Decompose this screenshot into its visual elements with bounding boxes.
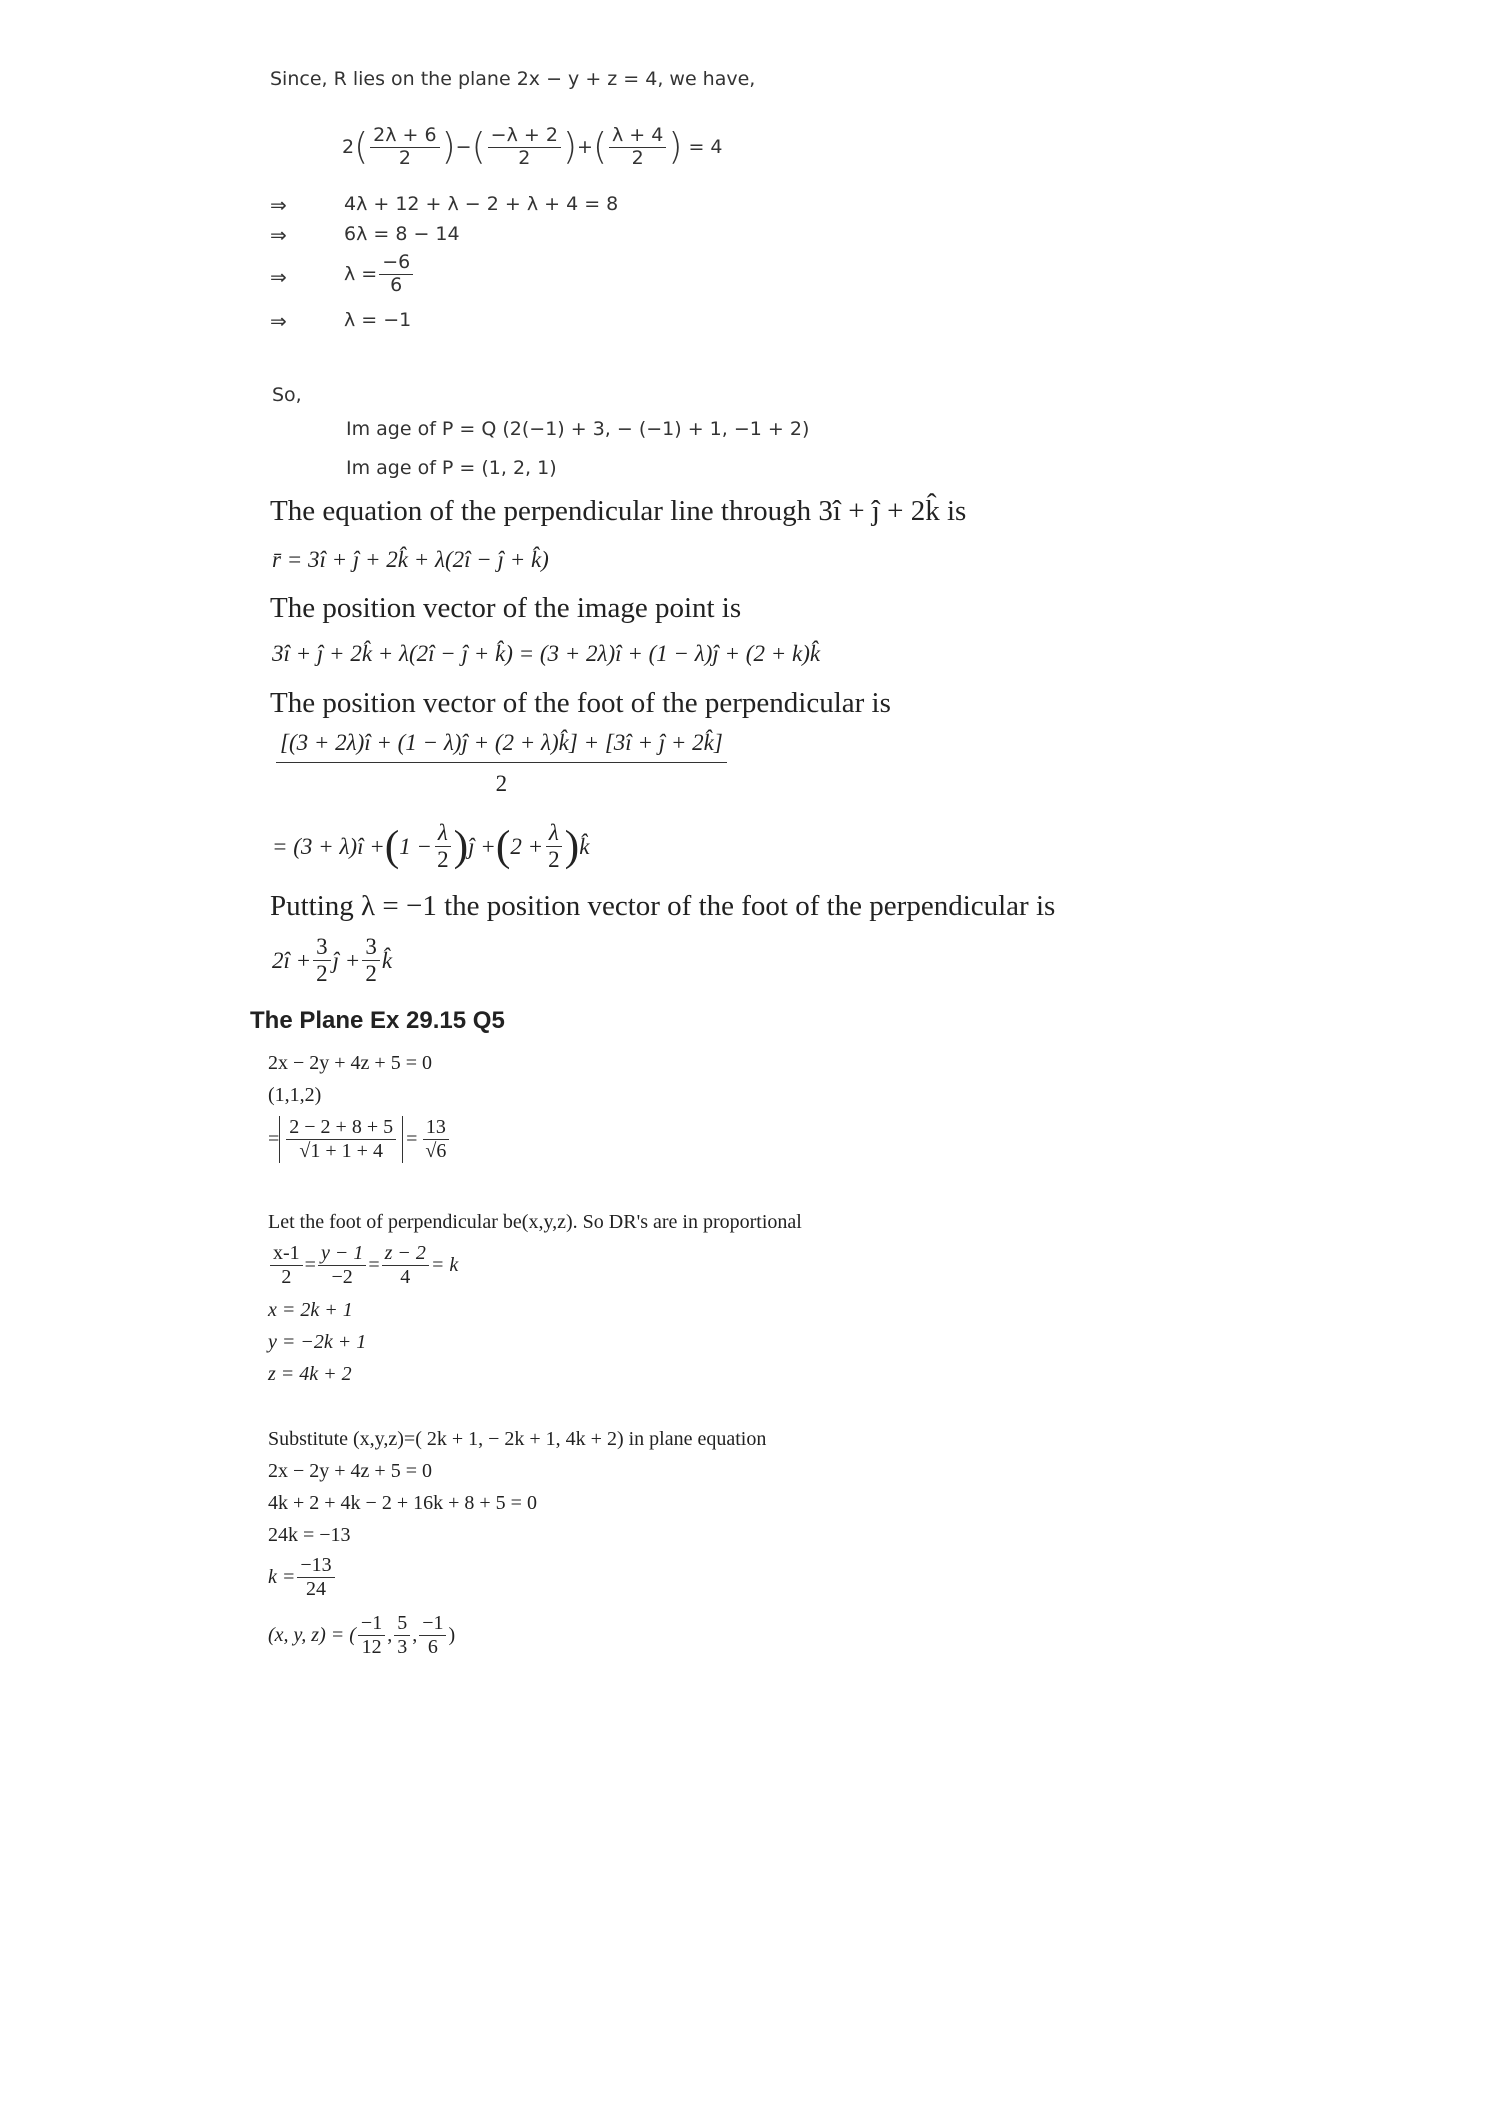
implies-arrow: ⇒ xyxy=(270,309,287,333)
substitute-text: Substitute (x,y,z)=( 2k + 1, − 2k + 1, 4k + 2) in plane equation xyxy=(268,1428,767,1450)
text-foot: The position vector of the foot of the perpendicular is xyxy=(270,687,891,719)
y-equation: y = −2k + 1 xyxy=(268,1331,367,1353)
image-line-2: Im age of P = (1, 2, 1) xyxy=(346,457,557,479)
image-line-1: Im age of P = Q (2(−1) + 3, − (−1) + 1, −1 + 2) xyxy=(346,418,810,440)
expanded-equation: 4k + 2 + 4k − 2 + 16k + 8 + 5 = 0 xyxy=(268,1492,537,1514)
step-1: 4λ + 12 + λ − 2 + λ + 4 = 8 xyxy=(344,193,619,215)
plane-substitution-equation: 2 ( $\frac{2\lambda + 6}{2}$ ) − ( $\frac{-\lambda + 2}{2}$ ) + ( $\frac{\lambda + 4}{2}$ ) = 4 xyxy=(342,124,723,169)
equation-image-point: 3î + ĵ + 2k̂ + λ(2î − ĵ + k̂) = (3 + 2λ)î + (1 − λ)ĵ + (2 + k)k̂ xyxy=(272,641,821,666)
foot-text: Let the foot of perpendicular be(x,y,z). So DR's are in proportional xyxy=(268,1211,802,1233)
text-perpendicular-line: The equation of the perpendicular line through 3î + ĵ + 2k̂ is xyxy=(270,495,967,527)
coefficient: 2 xyxy=(342,136,355,159)
implies-arrow: ⇒ xyxy=(270,193,287,217)
step-3: λ = $\frac{-6}{6}$ xyxy=(344,252,415,297)
foot-result: 2î + $\frac{3}{2}$ ĵ + $\frac{3}{2}$ k̂ xyxy=(272,934,393,987)
fraction-3: $\frac{\lambda + 4}{2}$ xyxy=(609,125,666,170)
text-image-point: The position vector of the image point is xyxy=(270,592,742,624)
foot-simplified: = (3 + λ)î + ( 1 − $\frac{\lambda}{2}$ ) ĵ + ( 2 + $\frac{\lambda}{2}$ ) k̂ xyxy=(272,820,590,873)
given-point: (1,1,2) xyxy=(268,1084,322,1106)
equation-r: r̄ = 3î + ĵ + 2k̂ + λ(2î − ĵ + k̂) xyxy=(272,547,549,572)
text-putting-lambda: Putting λ = −1 the position vector of the foot of the perpendicular is xyxy=(270,890,1056,922)
xyz-result: (x, y, z) = ( $\frac{-1}{12}$ , $\frac{5}{3}$ , $\frac{-1}{6}$ ) xyxy=(268,1612,456,1658)
k-value: k = $\frac{-13}{24}$ xyxy=(268,1554,337,1601)
foot-fraction: [(3 + 2λ)î + (1 − λ)ĵ + (2 + λ)k̂] + [3î + ĵ + 2k̂] 2 xyxy=(276,730,727,797)
z-equation: z = 4k + 2 xyxy=(268,1363,352,1385)
x-equation: x = 2k + 1 xyxy=(268,1299,353,1321)
plane-equation-2: 2x − 2y + 4z + 5 = 0 xyxy=(268,1460,432,1482)
plane-equation: 2x − 2y + 4z + 5 = 0 xyxy=(268,1052,432,1074)
fraction-1: $\frac{2\lambda + 6}{2}$ xyxy=(370,125,439,170)
so-label: So, xyxy=(272,384,302,406)
section-heading: The Plane Ex 29.15 Q5 xyxy=(250,1007,505,1034)
fraction-2: $\frac{-\lambda + 2}{2}$ xyxy=(488,125,561,170)
k-24-equation: 24k = −13 xyxy=(268,1524,351,1546)
implies-arrow: ⇒ xyxy=(270,223,287,247)
ratio-equation: $\frac{x-1}{2}$ = $\frac{y - 1}{-2}$ = $\frac{z - 2}{4}$ = k xyxy=(268,1242,458,1289)
implies-arrow: ⇒ xyxy=(270,265,287,289)
step-2: 6λ = 8 − 14 xyxy=(344,223,460,245)
distance-equation: = $\frac{2 - 2 + 8 + 5}{√1 + 1 + 4}$ = $\frac{13}{√6}$ xyxy=(268,1116,451,1163)
intro-text: Since, R lies on the plane 2x − y + z = 4, we have, xyxy=(270,68,756,90)
step-4: λ = −1 xyxy=(344,309,412,331)
